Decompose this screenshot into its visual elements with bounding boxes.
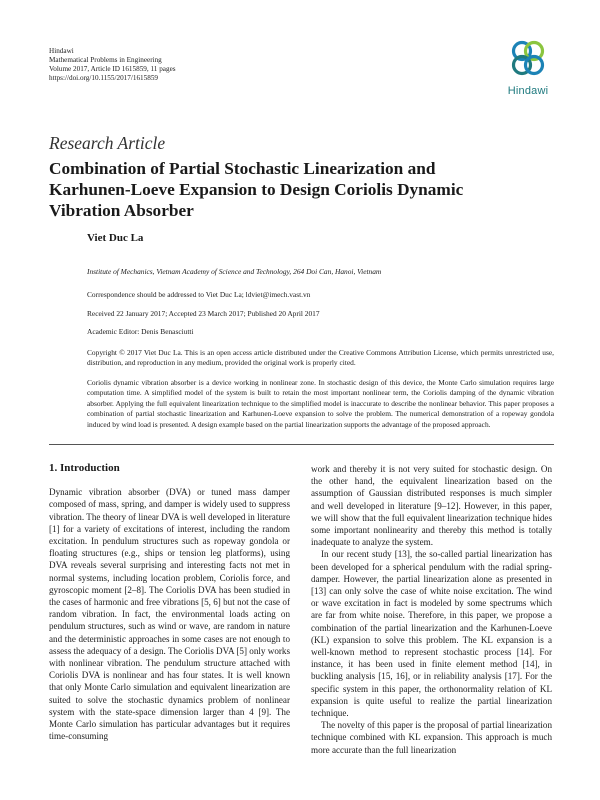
volume-info: Volume 2017, Article ID 1615859, 11 pages xyxy=(49,65,176,73)
right-column xyxy=(311,463,552,756)
paper-title: Combination of Partial Stochastic Linearization and Karhunen-Loeve Expansion to Design Coriolis Dynamic Vibration Absorber xyxy=(49,159,464,220)
hindawi-logo xyxy=(496,40,560,97)
section-divider xyxy=(49,444,554,445)
author-affiliation: Institute of Mechanics, Vietnam Academy of Science and Technology, 264 Doi Can, Hanoi, Vietnam xyxy=(87,267,382,276)
left-column xyxy=(49,462,290,742)
copyright-notice: Copyright © 2017 Viet Duc La. This is an open access article distributed under the Creative Commons Attribution License, which permits unrestricted use, distribution, and reproduction in any medium, provided the original work is properly cited. xyxy=(87,348,554,368)
publication-dates: Received 22 January 2017; Accepted 23 March 2017; Published 20 April 2017 xyxy=(87,309,320,318)
doi-link[interactable]: https://doi.org/10.1155/2017/1615859 xyxy=(49,74,159,82)
body-paragraph: Dynamic vibration absorber (DVA) or tuned mass damper composed of mass, spring, and damper is widely used to suppress vibration. The theory of linear DVA is well developed in literature [1] for a variety of excitations of interest, including the random excitation. In pendulum structures such as ropeway gondola or floating structures (e.g., ships or tension leg platforms), using DVA reveals several surprising and interesting facts not met in normal systems, including location problem, Coriolis force, and gyroscopic moment [2–8]. The Coriolis DVA has been studied in the cases of harmonic and free vibrations [5, 6] but not the case of random vibration. In fact, the environmental loads acting on pendulum structures, such as wind or wave, are random in nature and the deterministic approaches in some cases are not enough to assess the adequacy of a design. The Coriolis DVA [5] only works with nonlinear vibration. The pendulum structure attached with Coriolis DVA is nonlinear and has four states. It is well known that only Monte Carlo simulation and equivalent linearization are suited to solve the stochastic dynamics problem of nonlinear system with the state-space dimension larger than 4 [9]. The Monte Carlo simulation has particular advantages but it requires time-consuming xyxy=(49,487,290,742)
correspondence: Correspondence should be addressed to Viet Duc La; ldviet@imech.vast.vn xyxy=(87,290,311,299)
journal-name: Mathematical Problems in Engineering xyxy=(49,56,162,64)
body-paragraph: In our recent study [13], the so-called partial linearization has been developed for a spherical pendulum with the radial spring-damper. However, the partial linearization alone as presented in [13] can only solve the case of white noise excitation. The wind or wave excitation in fact is modeled by some spectrums which are far from white noise. Therefore, in this paper, we propose a combination of the partial linearization and the Karhunen-Loeve (KL) expansion to solve this problem. The KL expansion is a well-known method to represent stochastic process [14]. For instance, it has been used in finite element method [14], in buckling analysis [15, 16], or in reliability analysis [17]. For the specific system in this paper, the orthonormality relation of KL expansion is quite useful to realize the partial linearization technique. xyxy=(311,549,552,719)
section-heading: 1. Introduction xyxy=(49,462,120,474)
body-paragraph: work and thereby it is not very suited for stochastic design. On the other hand, the equivalent linearization based on the assumption of Gaussian distributed responses is much simpler and well developed in literature [9–12]. However, in this paper, we will show that the full equivalent linearization technique hides some important nonlinearity and thereby this method is totally inadequate to analyze the system. xyxy=(311,464,552,548)
article-type: Research Article xyxy=(49,133,166,153)
body-paragraph: The novelty of this paper is the proposal of partial linearization technique combined with KL expansion. This approach is much more accurate than the full linearization xyxy=(311,720,552,755)
academic-editor: Academic Editor: Denis Benasciutti xyxy=(87,327,194,336)
author-name: Viet Duc La xyxy=(87,232,144,244)
abstract: Coriolis dynamic vibration absorber is a device working in nonlinear zone. In stochastic design of this device, the Monte Carlo simulation requires large computation time. A simplified model of the system is built to retain the most important nonlinear term, the Coriolis damping of the dynamic vibration absorber. Applying the full equivalent linearization technique to the simplified model is inaccurate to describe the nonlinear behavior. This paper proposes a combination of partial stochastic linearization and Karhunen-Loeve expansion to solve the problem. The numerical demonstration of a ropeway gondola induced by wind load is presented. A design example based on the partial linearization supports the advantage of the proposed approach. xyxy=(87,378,554,429)
journal-info xyxy=(49,47,176,83)
hindawi-logo-icon xyxy=(508,40,548,78)
publisher-name: Hindawi xyxy=(49,47,74,55)
logo-wordmark: Hindawi xyxy=(507,85,549,97)
